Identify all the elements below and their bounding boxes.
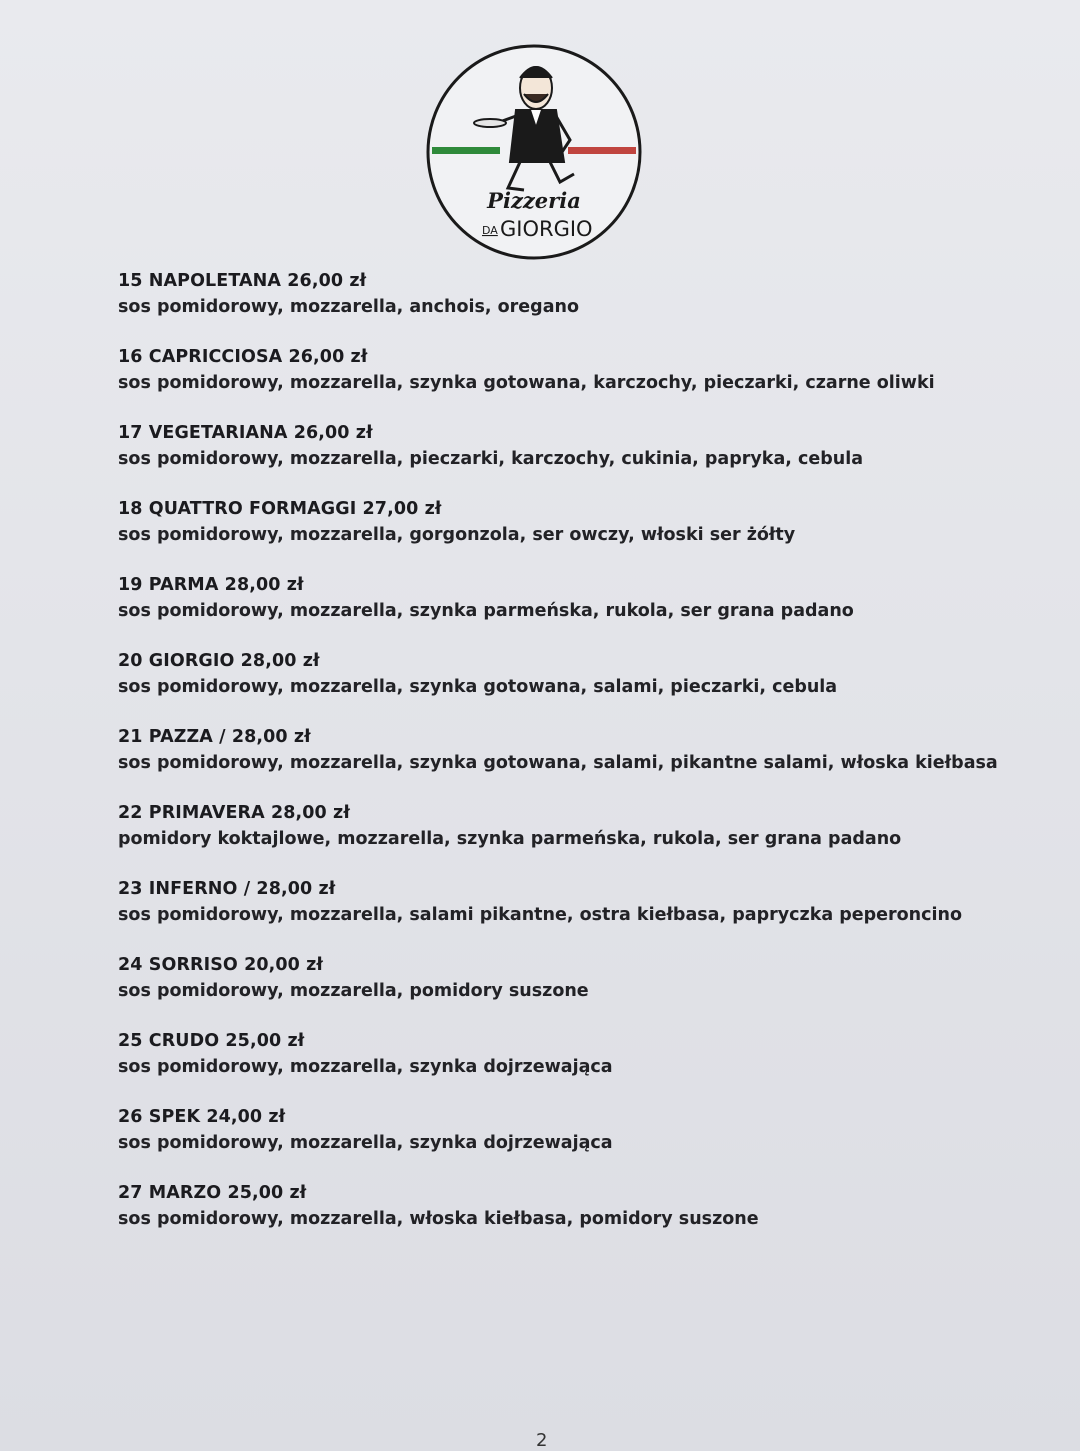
menu-item-title xyxy=(118,648,1018,674)
menu-item-price: 26,00 zł xyxy=(288,347,368,367)
menu-item xyxy=(118,1180,1018,1232)
menu-item-ingredients: sos pomidorowy, mozzarella, szynka gotowana, karczochy, pieczarki, czarne oliwki xyxy=(118,373,935,393)
menu-item-price: 25,00 zł xyxy=(227,1183,307,1203)
menu-item-number: 24 xyxy=(118,955,143,975)
menu-item-number: 16 xyxy=(118,347,143,367)
menu-item-price: 26,00 zł xyxy=(287,271,367,291)
menu-item-price: 20,00 zł xyxy=(244,955,324,975)
menu-item-ingredients: sos pomidorowy, mozzarella, anchois, oregano xyxy=(118,297,579,317)
menu-item-number: 23 xyxy=(118,879,143,899)
menu-item-ingredients: pomidory koktajlowe, mozzarella, szynka parmeńska, rukola, ser grana padano xyxy=(118,829,902,849)
green-stripe xyxy=(432,147,500,154)
menu-item xyxy=(118,344,1018,396)
menu-item-ingredients: sos pomidorowy, mozzarella, salami pikantne, ostra kiełbasa, papryczka peperoncino xyxy=(118,905,962,925)
menu-item-price: 28,00 zł xyxy=(270,803,350,823)
menu-item-price: 27,00 zł xyxy=(362,499,442,519)
menu-item-number: 19 xyxy=(118,575,143,595)
page-number: 2 xyxy=(536,1430,548,1451)
menu-item-price: 28,00 zł xyxy=(231,727,311,747)
menu-item-title xyxy=(118,572,1018,598)
pizza-menu-list xyxy=(118,268,1018,1256)
menu-item-ingredients: sos pomidorowy, mozzarella, pomidory suszone xyxy=(118,981,589,1001)
menu-item-ingredients: sos pomidorowy, mozzarella, gorgonzola, ser owczy, włoski ser żółty xyxy=(118,525,796,545)
menu-item-number: 26 xyxy=(118,1107,143,1127)
menu-item-title xyxy=(118,268,1018,294)
menu-item-price: 24,00 zł xyxy=(206,1107,286,1127)
menu-item-number: 18 xyxy=(118,499,143,519)
menu-item-name: SORRISO xyxy=(148,955,238,975)
menu-item-name: SPEK xyxy=(148,1107,201,1127)
menu-item-name: VEGETARIANA xyxy=(148,423,288,443)
menu-item xyxy=(118,1028,1018,1080)
menu-item xyxy=(118,420,1018,472)
menu-item-ingredients: sos pomidorowy, mozzarella, włoska kiełbasa, pomidory suszone xyxy=(118,1209,759,1229)
menu-item-title xyxy=(118,1104,1018,1130)
menu-item-price: 25,00 zł xyxy=(225,1031,305,1051)
menu-item-name: NAPOLETANA xyxy=(148,271,282,291)
menu-item-title xyxy=(118,496,1018,522)
logo-text-da: DA xyxy=(482,224,498,237)
menu-item-ingredients: sos pomidorowy, mozzarella, szynka dojrzewająca xyxy=(118,1057,613,1077)
logo-text-pizzeria: Pizzeria xyxy=(487,188,581,213)
pizzeria-logo xyxy=(424,44,644,260)
menu-item xyxy=(118,648,1018,700)
menu-item xyxy=(118,496,1018,548)
menu-item xyxy=(118,268,1018,320)
menu-item-title xyxy=(118,952,1018,978)
menu-item-title xyxy=(118,344,1018,370)
logo-emblem-icon xyxy=(424,44,644,260)
logo-text-giorgio: GIORGIO xyxy=(500,217,593,241)
menu-item-number: 25 xyxy=(118,1031,143,1051)
menu-item-name: PRIMAVERA xyxy=(148,803,265,823)
menu-item-price: 28,00 zł xyxy=(256,879,336,899)
menu-item-number: 22 xyxy=(118,803,143,823)
menu-item xyxy=(118,952,1018,1004)
menu-item-name: PARMA xyxy=(148,575,219,595)
menu-item-title xyxy=(118,876,1018,902)
menu-item-title xyxy=(118,1028,1018,1054)
menu-item-name: QUATTRO FORMAGGI xyxy=(148,499,357,519)
menu-item-ingredients: sos pomidorowy, mozzarella, szynka gotowana, salami, pikantne salami, włoska kiełbasa xyxy=(118,753,998,773)
menu-item-title xyxy=(118,1180,1018,1206)
menu-item-number: 15 xyxy=(118,271,143,291)
menu-item-number: 20 xyxy=(118,651,143,671)
menu-item-number: 21 xyxy=(118,727,143,747)
menu-item xyxy=(118,876,1018,928)
menu-item-price: 28,00 zł xyxy=(224,575,304,595)
menu-item-price: 26,00 zł xyxy=(293,423,373,443)
menu-item-name: CRUDO xyxy=(148,1031,220,1051)
menu-item-ingredients: sos pomidorowy, mozzarella, szynka gotowana, salami, pieczarki, cebula xyxy=(118,677,838,697)
menu-item-number: 27 xyxy=(118,1183,143,1203)
menu-item xyxy=(118,1104,1018,1156)
menu-item-title xyxy=(118,800,1018,826)
menu-item xyxy=(118,800,1018,852)
menu-item-ingredients: sos pomidorowy, mozzarella, szynka dojrzewająca xyxy=(118,1133,613,1153)
menu-item-title xyxy=(118,724,1018,750)
menu-item-name: CAPRICCIOSA xyxy=(148,347,283,367)
menu-item-ingredients: sos pomidorowy, mozzarella, szynka parmeńska, rukola, ser grana padano xyxy=(118,601,854,621)
red-stripe xyxy=(568,147,636,154)
menu-item-name: PAZZA / xyxy=(148,727,226,747)
menu-item-price: 28,00 zł xyxy=(240,651,320,671)
menu-item xyxy=(118,572,1018,624)
menu-item-ingredients: sos pomidorowy, mozzarella, pieczarki, karczochy, cukinia, papryka, cebula xyxy=(118,449,864,469)
menu-item xyxy=(118,724,1018,776)
menu-item-number: 17 xyxy=(118,423,143,443)
menu-item-name: MARZO xyxy=(148,1183,222,1203)
menu-item-name: GIORGIO xyxy=(148,651,235,671)
menu-item-title xyxy=(118,420,1018,446)
menu-item-name: INFERNO / xyxy=(148,879,251,899)
